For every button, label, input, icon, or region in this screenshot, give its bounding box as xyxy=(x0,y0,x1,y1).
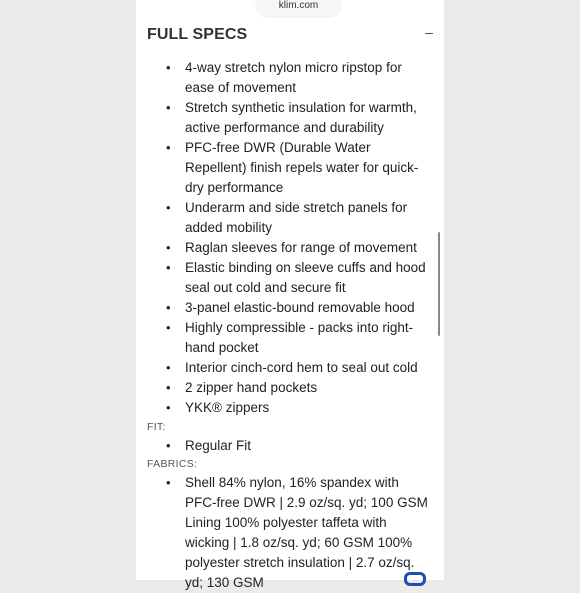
feature-text: YKK® zippers xyxy=(185,400,270,415)
list-item xyxy=(166,98,435,138)
chat-icon[interactable] xyxy=(404,572,426,586)
url-text: klim.com xyxy=(278,0,319,11)
bullet-icon: • xyxy=(166,380,171,395)
full-specs-header[interactable] xyxy=(147,26,433,48)
feature-text: Raglan sleeves for range of movement xyxy=(185,240,417,255)
url-bar[interactable] xyxy=(256,0,341,16)
list-item xyxy=(166,378,435,398)
list-item xyxy=(166,358,435,378)
bullet-icon: • xyxy=(166,400,171,415)
fit-text: Regular Fit xyxy=(185,438,252,453)
bullet-icon: • xyxy=(166,260,171,275)
feature-text: 2 zipper hand pockets xyxy=(185,380,318,395)
list-item xyxy=(166,138,435,198)
section-title: FULL SPECS xyxy=(147,26,248,43)
feature-text: Interior cinch-cord hem to seal out cold xyxy=(185,360,418,375)
list-item xyxy=(166,238,435,258)
fit-label: FIT: xyxy=(147,421,166,433)
bullet-icon: • xyxy=(166,200,171,215)
bullet-icon: • xyxy=(166,438,171,453)
bullet-icon: • xyxy=(166,320,171,335)
list-item xyxy=(166,198,435,238)
bullet-icon: • xyxy=(166,60,171,75)
list-item xyxy=(166,258,435,298)
feature-text: 4-way stretch nylon micro ripstop for ease of movement xyxy=(185,60,402,95)
fabric-text: Shell 84% nylon, 16% spandex with PFC-free DWR | 2.9 oz/sq. yd; 100 GSM Lining 100% polyester taffeta with wicking | 1.8 oz/sq. yd; 60 GSM 100% polyester stretch insulation | 2.7 oz/sq. yd; 130 GSM xyxy=(185,475,428,590)
list-item xyxy=(166,318,435,358)
feature-text: Highly compressible - packs into right-hand pocket xyxy=(185,320,414,355)
scrollbar[interactable] xyxy=(438,232,440,336)
fabrics-label: FABRICS: xyxy=(147,458,198,470)
fabrics-list xyxy=(147,473,435,593)
bullet-icon: • xyxy=(166,360,171,375)
bullet-icon: • xyxy=(166,240,171,255)
feature-text: Stretch synthetic insulation for warmth, active performance and durability xyxy=(185,100,417,135)
collapse-icon[interactable]: – xyxy=(425,24,433,40)
feature-text: 3-panel elastic-bound removable hood xyxy=(185,300,415,315)
bullet-icon: • xyxy=(166,475,171,490)
page-viewport xyxy=(136,0,444,590)
feature-text: Underarm and side stretch panels for added mobility xyxy=(185,200,408,235)
list-item xyxy=(166,298,435,318)
feature-text: Elastic binding on sleeve cuffs and hood seal out cold and secure fit xyxy=(185,260,426,295)
list-item xyxy=(166,58,435,98)
list-item xyxy=(166,398,435,418)
feature-list xyxy=(147,58,435,418)
fit-list xyxy=(147,436,435,456)
bullet-icon: • xyxy=(166,100,171,115)
list-item xyxy=(166,473,435,593)
feature-text: PFC-free DWR (Durable Water Repellent) finish repels water for quick-dry performance xyxy=(185,140,419,195)
bullet-icon: • xyxy=(166,300,171,315)
bullet-icon: • xyxy=(166,140,171,155)
list-item xyxy=(166,436,435,456)
